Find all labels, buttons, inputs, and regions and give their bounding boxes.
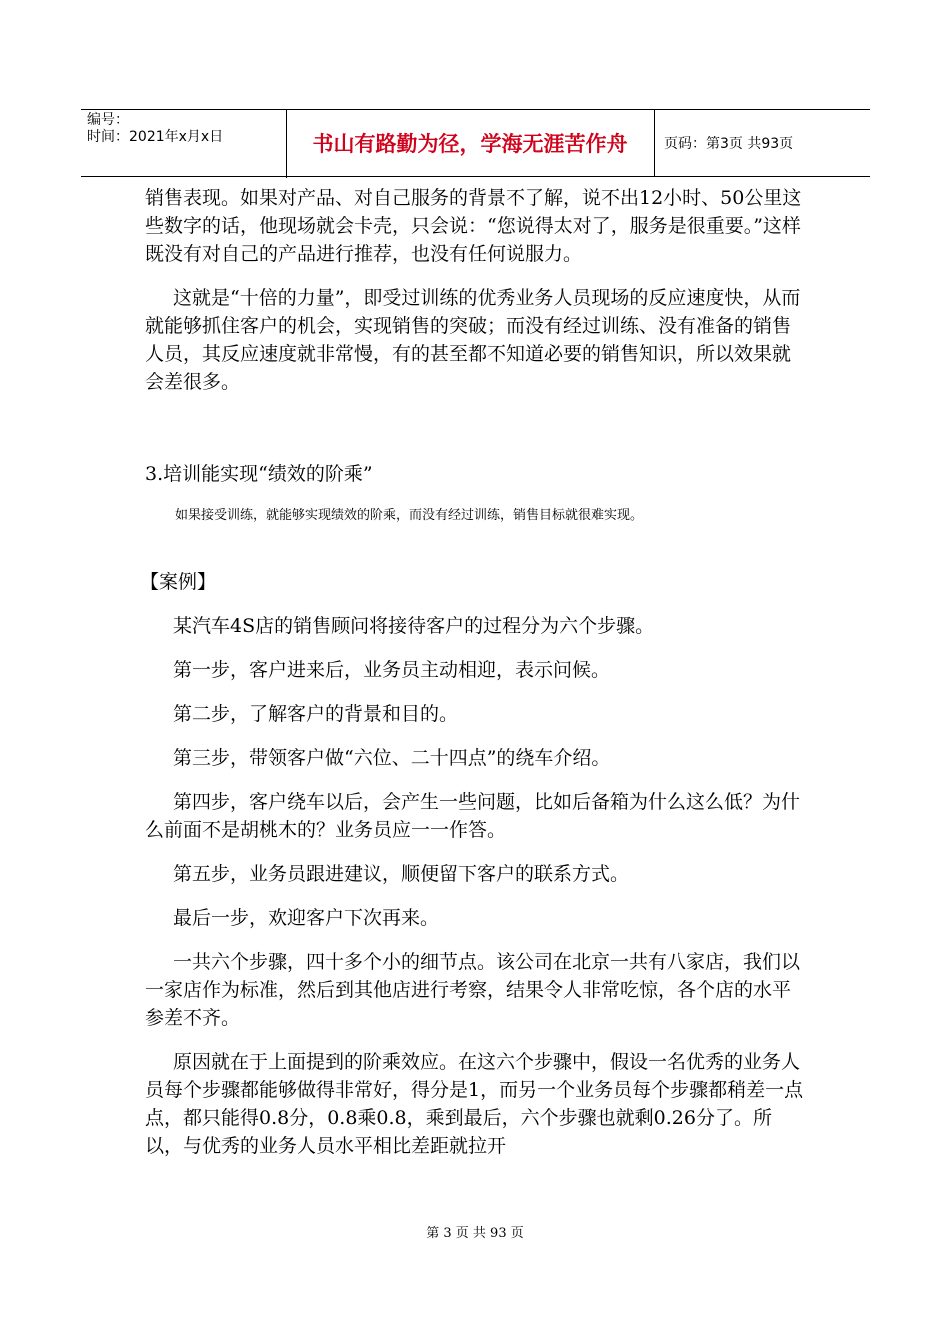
case-step-2: 第二步，了解客户的背景和目的。: [173, 703, 459, 725]
header-meta: [81, 110, 287, 178]
case-step-1: 第一步，客户进来后，业务员主动相迎，表示问候。: [173, 659, 611, 681]
page-footer: 第 3 页 共 93 页: [426, 1226, 524, 1241]
small-note: 如果接受训练，就能够实现绩效的阶乘，而没有经过训练，销售目标就很难实现。: [175, 508, 644, 523]
header-page-info: 页码：第3页 共93页: [664, 136, 794, 152]
paragraph-reason: 原因就在于上面提到的阶乘效应。在这六个步骤中，假设一名优秀的业务人员每个步骤都能够做得非常好，得分是1，而另一个业务员每个步骤都稍差一点点，都只能得0.8分，0.8乘0.8，乘到最后，六个步骤也就剩0.26分了。所以，与优秀的业务人员水平相比差距就拉开: [145, 1051, 804, 1157]
case-step-3: 第三步，带领客户做“六位、二十四点”的绕车介绍。: [173, 747, 611, 769]
case-step-5: 第五步，业务员跟进建议，顺便留下客户的联系方式。: [173, 863, 630, 885]
section-heading-3: 3.培训能实现“绩效的阶乘”: [145, 463, 373, 485]
document-body: [140, 184, 805, 1160]
paragraph-ten-times-power: 这就是“十倍的力量”，即受过训练的优秀业务人员现场的反应速度快，从而就能够抓住客户的机会，实现销售的突破；而没有经过训练、没有准备的销售人员，其反应速度就非常慢，有的甚至都不知道必要的销售知识，所以效果就会差很多。: [145, 287, 801, 393]
header-motto: 书山有路勤为径，学海无涯苦作舟: [286, 110, 655, 176]
document-time-label: 时间：2021年x月x日: [87, 129, 224, 145]
paragraph-summary: 一共六个步骤，四十多个小的细节点。该公司在北京一共有八家店，我们以一家店作为标准，然后到其他店进行考察，结果令人非常吃惊，各个店的水平参差不齐。: [145, 951, 801, 1029]
page-header: [81, 109, 870, 177]
document-number-label: 编号：: [87, 112, 129, 128]
case-step-6: 最后一步，欢迎客户下次再来。: [173, 907, 440, 929]
case-step-4: 第四步，客户绕车以后，会产生一些问题，比如后备箱为什么这么低？为什么前面不是胡桃木的？业务员应一一作答。: [145, 791, 801, 841]
case-intro: 某汽车4S店的销售顾问将接待客户的过程分为六个步骤。: [173, 615, 655, 637]
case-label: 【案例】: [140, 571, 217, 593]
paragraph-sales-performance: 销售表现。如果对产品、对自己服务的背景不了解，说不出12小时、50公里这些数字的话，他现场就会卡壳，只会说：“您说得太对了，服务是很重要。”这样既没有对自己的产品进行推荐，也没有任何说服力。: [145, 187, 802, 265]
